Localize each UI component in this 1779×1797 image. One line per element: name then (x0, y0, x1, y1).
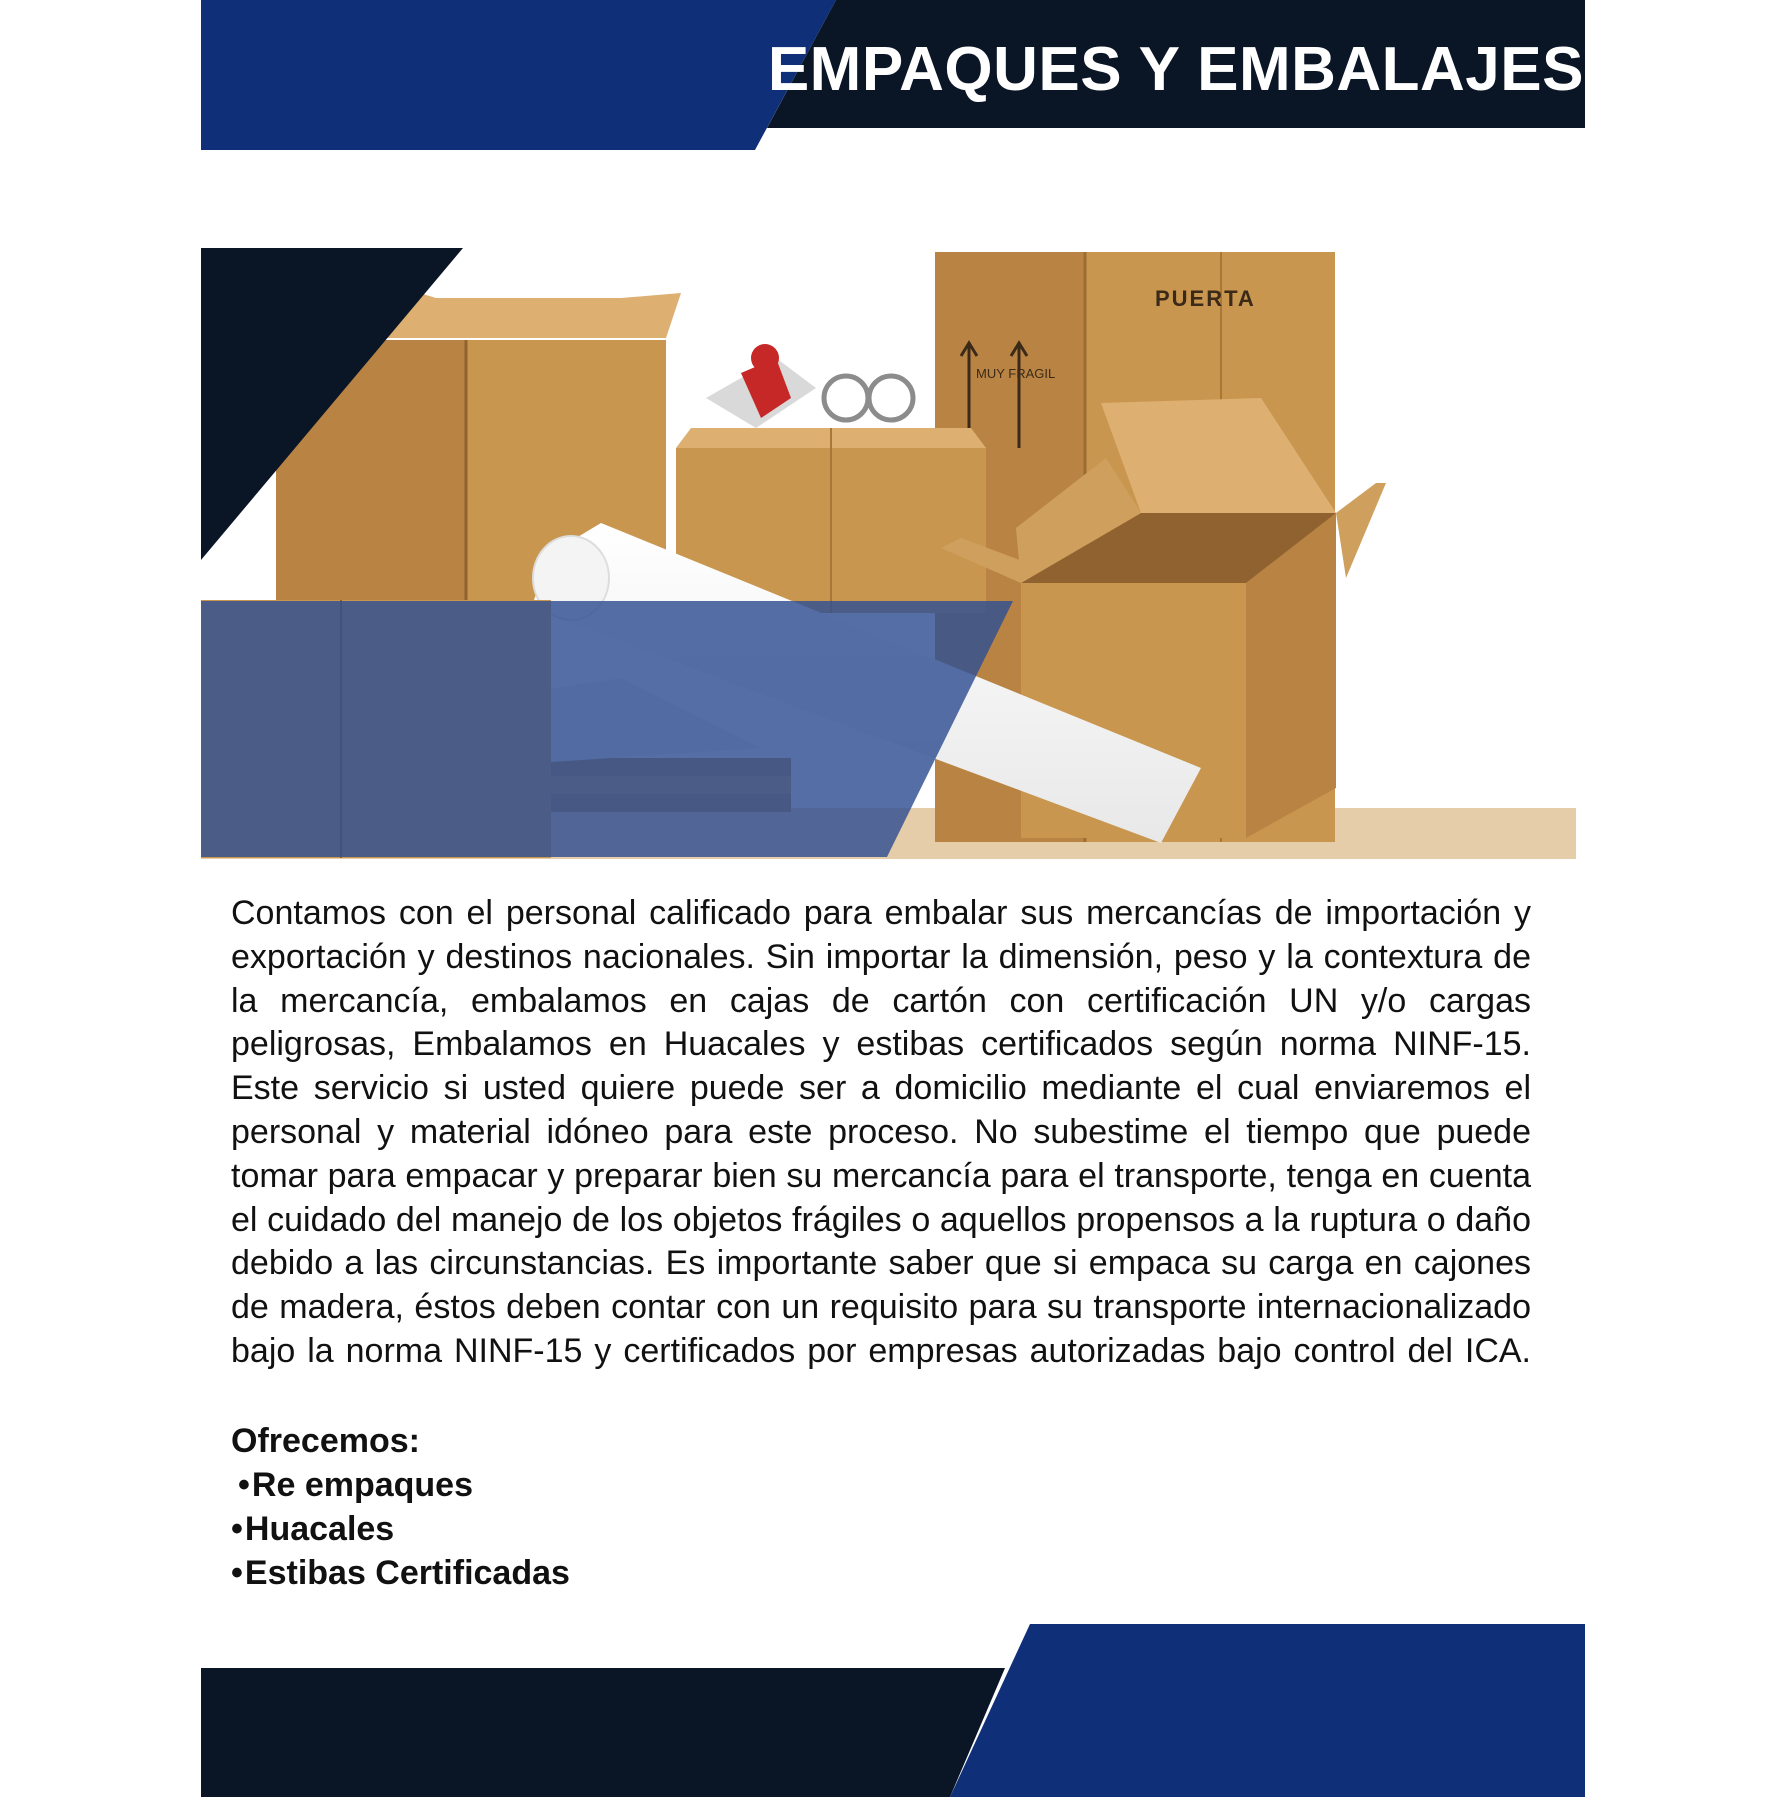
footer-banner (0, 1620, 1779, 1797)
offer-label: Huacales (244, 1510, 395, 1548)
hero-boxes-illustration (201, 248, 1576, 859)
service-description: Contamos con el personal calificado para embalar sus mercancías de importación y exportación y destinos nacionales. Sin importar la dimensión, peso y la contextura de la mercancía, embalamos en cajas de cartón con certificación UN y/o cargas peligrosas, Embalamos en Huacales y estibas certificados según norma NINF-15. Este servicio si usted quiere puede ser a domicilio mediante el cual enviaremos el personal y material idóneo para este proceso. No subestime el tiempo que puede tomar para empacar y preparar bien su mercancía para el transporte, tenga en cuenta el cuidado del manejo de los objetos frágiles o aquellos propensos a la ruptura o daño debido a las circunstancias. Es importante saber que si empaca su carga en cajones de madera, éstos deben contar con un requisito para su transporte internacionalizado bajo la norma NINF-15 y certificados por empresas autorizadas bajo control del ICA. (231, 894, 1531, 1370)
list-item (231, 1507, 931, 1551)
offer-label: Re empaques (251, 1466, 473, 1504)
footer-blue-band (950, 1624, 1585, 1797)
bullet-icon: • (238, 1466, 250, 1504)
hero-blue-overlay (201, 601, 1013, 857)
list-item (231, 1551, 931, 1595)
offers-section (231, 1419, 931, 1595)
offers-heading: Ofrecemos: (231, 1422, 420, 1460)
offers-list (231, 1463, 931, 1595)
offer-label: Estibas Certificadas (244, 1554, 570, 1592)
bullet-icon: • (231, 1510, 243, 1548)
header-blue-band (201, 0, 836, 150)
footer-navy-band (201, 1668, 1005, 1797)
puerta-label: PUERTA (1155, 286, 1256, 311)
fragile-label: MUY FRAGIL (976, 366, 1056, 381)
page-title: EMPAQUES Y EMBALAJES (767, 35, 1584, 104)
list-item (231, 1463, 931, 1507)
bullet-icon: • (231, 1554, 243, 1592)
